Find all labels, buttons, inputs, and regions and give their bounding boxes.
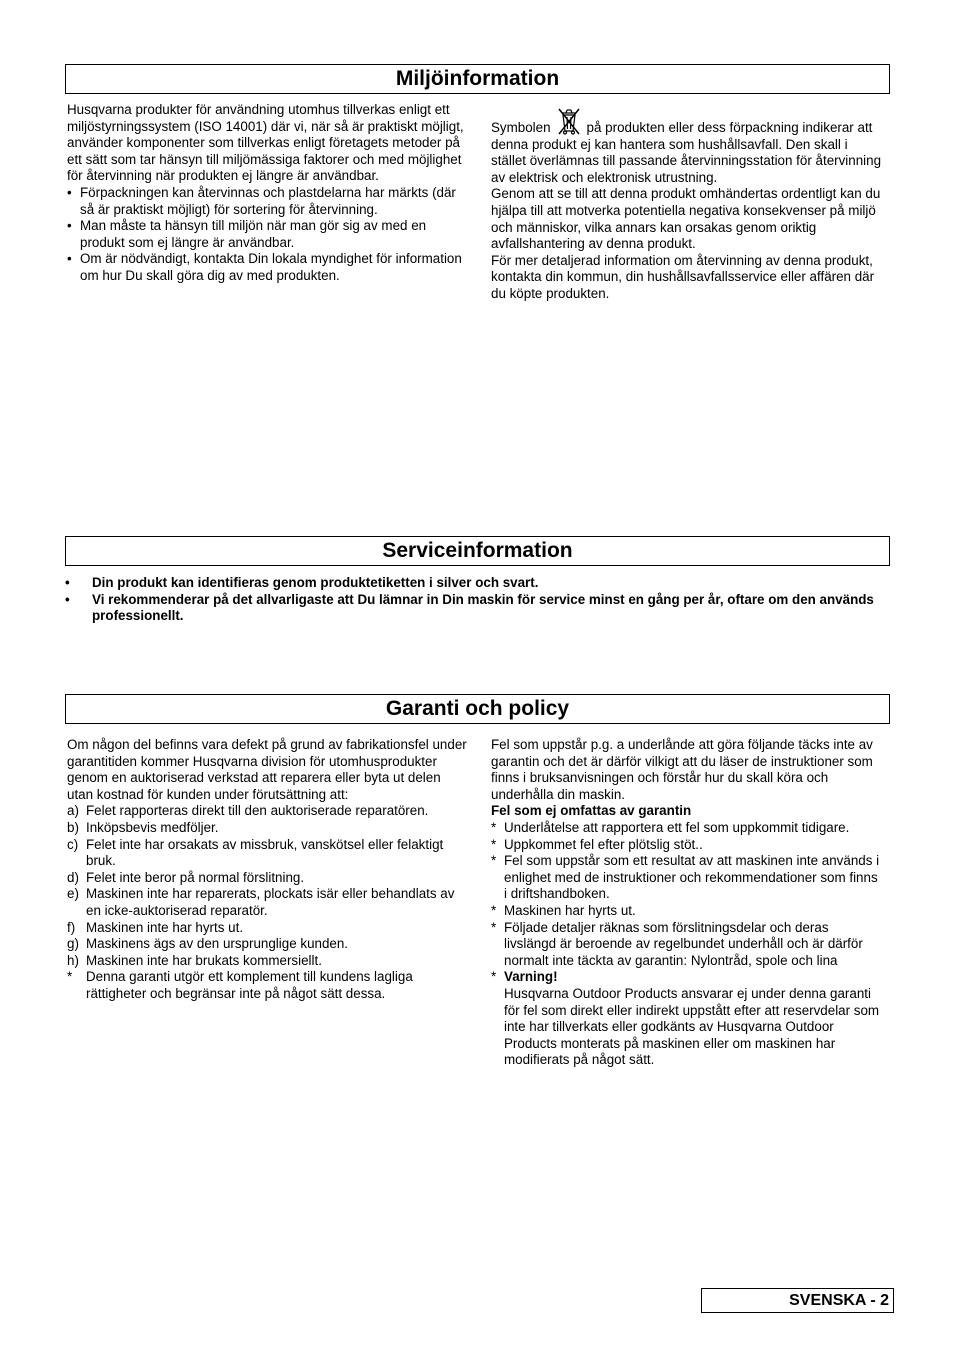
- list-item: [67, 936, 467, 953]
- bullet-mark: •: [65, 591, 70, 607]
- list-item: [491, 969, 884, 1069]
- list-item: [491, 920, 884, 970]
- env-paragraph-2: Genom att se till att denna produkt omhändertas ordentligt kan du hjälpa till att motverka potentiella negativa konsekvenser på miljö och människor, vilka annars kan orsakas genom oriktig avfallshantering av denna produkt.: [491, 186, 881, 252]
- env-right-column: [491, 106, 884, 303]
- list-item: [67, 953, 467, 970]
- condition-text: Felet inte beror på normal förslitning.: [86, 869, 305, 885]
- warranty-right-column: [491, 737, 884, 1069]
- star-mark: *: [491, 919, 497, 935]
- list-item: [67, 920, 467, 937]
- condition-text: Maskinen inte har reparerats, plockats isär eller behandlats av en icke-auktoriserad reparatör.: [86, 886, 455, 918]
- service-bullet-1: Din produkt kan identifieras genom produktetiketten i silver och svart.: [92, 575, 539, 590]
- exclusion-text: Uppkommet fel efter plötslig stöt..: [504, 836, 703, 852]
- list-item: [67, 969, 467, 1002]
- condition-mark: b): [67, 819, 79, 835]
- exclusions-title: Fel som ej omfattas av garantin: [491, 803, 692, 819]
- bullet-mark: •: [67, 218, 72, 234]
- bullet-mark: •: [67, 184, 72, 200]
- service-bullet-2: Vi rekommenderar på det allvarligaste att Du lämnar in Din maskin för service minst en gång per år, oftare om den används professionellt.: [92, 591, 874, 624]
- bullet-mark: •: [65, 575, 70, 590]
- condition-text: Maskinen inte har hyrts ut.: [86, 919, 244, 935]
- warning-title: Varning!: [504, 969, 558, 985]
- condition-mark: d): [67, 869, 79, 885]
- warranty-left-column: [67, 737, 467, 1003]
- condition-text: Maskinens ägs av den ursprunglige kunden.: [86, 936, 349, 952]
- env-symbol-post: på produkten eller dess förpackning indikerar att denna produkt ej kan hantera som hushållsavfall. Den skall i stället överlämnas till passande återvinningsstation för återvinning av elektrisk och elektronisk utrustning.: [491, 120, 882, 185]
- condition-mark: h): [67, 952, 79, 968]
- crossed-out-wheelie-bin-icon: [555, 106, 583, 136]
- warranty-intro: Om någon del befinns vara defekt på grund av fabrikationsfel under garantitiden kommer Husqvarna division för utomhusprodukter genom en auktoriserad verkstad att reparera eller byta ut delen utan kostnad för kunden under förutsättning att:: [67, 737, 467, 802]
- env-paragraph-3: För mer detaljerad information om återvinning av denna produkt, kontakta din kommun, din hushållsavfallsservice eller affären där du köpte produkten.: [491, 252, 875, 301]
- list-item: [67, 837, 467, 870]
- exclusion-text: Fel som uppstår som ett resultat av att maskinen inte används i enlighet med de instruktioner och rekommendationer som finns i driftshandboken.: [504, 853, 880, 902]
- list-item: [65, 592, 890, 625]
- env-intro: Husqvarna produkter för användning utomhus tillverkas enligt ett miljöstyrningssystem (ISO 14001) där vi, när så är praktiskt möjligt, använder komponenter som tillverkas enligt företagets metoder på ett sätt som tar hänsyn till miljömässiga faktorer och med möjlighet för återvinning när produkten ej längre är användbar.: [67, 102, 464, 184]
- star-mark: *: [491, 853, 497, 869]
- condition-mark: e): [67, 886, 79, 902]
- exclusion-text: Underlåtelse att rapportera ett fel som uppkommit tidigare.: [504, 819, 850, 835]
- star-mark: *: [491, 902, 497, 918]
- warranty-section-title: Garanti och policy: [65, 694, 890, 724]
- list-item: [67, 886, 467, 919]
- condition-mark: *: [67, 969, 73, 985]
- exclusion-text: Maskinen har hyrts ut.: [504, 902, 636, 918]
- list-item: [491, 820, 884, 837]
- list-item: [491, 837, 884, 854]
- list-item: [67, 820, 467, 837]
- star-mark: *: [491, 836, 497, 852]
- condition-mark: g): [67, 936, 79, 952]
- list-item: [67, 218, 467, 251]
- star-mark: *: [491, 819, 497, 835]
- warning-text: Husqvarna Outdoor Products ansvarar ej under denna garanti för fel som direkt eller indirekt uppstått efter att reservdelar som inte har tillverkats eller godkänts av Husqvarna Outdoor Products monterats på maskinen eller om maskinen har modifierats på något sätt.: [504, 985, 880, 1068]
- condition-text: Felet rapporteras direkt till den auktoriserade reparatören.: [86, 803, 429, 819]
- condition-text: Felet inte har orsakats av missbruk, vanskötsel eller felaktigt bruk.: [86, 836, 444, 869]
- service-list: [65, 575, 890, 625]
- service-section-title: Serviceinformation: [65, 536, 890, 566]
- condition-mark: f): [67, 919, 76, 935]
- env-bullet-1: Förpackningen kan återvinnas och plastdelarna har märkts (där så är praktiskt möjligt) för sortering för återvinning.: [80, 184, 456, 217]
- warranty-right-intro: Fel som uppstår p.g. a underlånde att göra följande täcks inte av garantin och det är därför vilkigt att du läser de instruktioner som finns i bruksanvisningen och förstår hur du skall köra och underhålla din maskin.: [491, 737, 873, 802]
- list-item: [65, 575, 890, 592]
- env-symbol-pre: Symbolen: [491, 120, 551, 135]
- list-item: [67, 803, 467, 820]
- bullet-mark: •: [67, 251, 72, 267]
- env-left-column: [67, 102, 467, 285]
- star-mark: *: [491, 969, 497, 985]
- list-item: [67, 185, 467, 218]
- condition-mark: c): [67, 836, 79, 852]
- page-footer: SVENSKA - 2: [701, 1288, 894, 1313]
- condition-text: Denna garanti utgör ett komplement till kundens lagliga rättigheter och begränsar inte på något sätt dessa.: [86, 969, 413, 1001]
- exclusion-text: Följade detaljer räknas som förslitningsdelar och deras livslängd är beroende av regelbundet underhåll och är därför normalt inte täckta av garantin: Nylontråd, spole och lina: [504, 919, 863, 968]
- env-symbol-paragraph: [491, 106, 884, 186]
- env-bullet-3: Om är nödvändigt, kontakta Din lokala myndighet för information om hur Du skall göra dig av med produkten.: [80, 251, 462, 283]
- env-bullet-2: Man måste ta hänsyn till miljön när man gör sig av med en produkt som ej längre är användbar.: [80, 218, 427, 250]
- env-section-title: Miljöinformation: [65, 64, 890, 94]
- list-item: [67, 870, 467, 887]
- condition-text: Maskinen inte har brukats kommersiellt.: [86, 952, 322, 968]
- list-item: [491, 853, 884, 903]
- condition-text: Inköpsbevis medföljer.: [86, 819, 219, 835]
- condition-mark: a): [67, 803, 79, 819]
- list-item: [491, 903, 884, 920]
- list-item: [67, 251, 467, 284]
